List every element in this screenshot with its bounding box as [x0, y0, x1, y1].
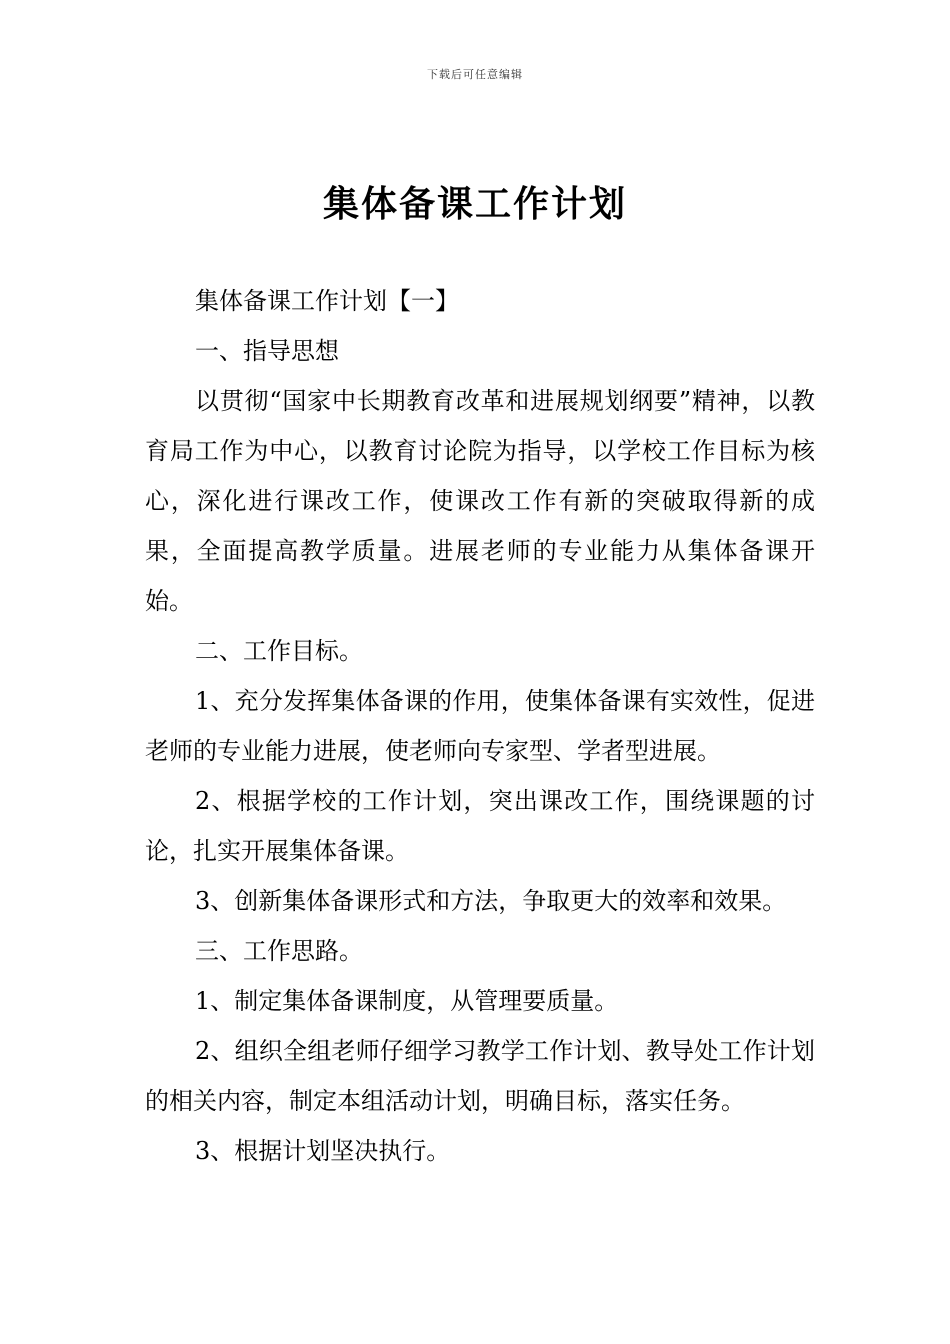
- section-heading-guiding-ideology: 一、指导思想: [195, 337, 339, 365]
- paragraph-approach-2: 2、组织全组老师仔细学习教学工作计划、教导处工作计划的相关内容，制定本组活动计划，明确目标，落实任务。: [145, 1037, 815, 1115]
- document-title: 集体备课工作计划: [322, 184, 627, 225]
- section-heading-work-goals: 二、工作目标。: [195, 637, 363, 665]
- paragraph-goal-2: 2、根据学校的工作计划，突出课改工作，围绕课题的讨论，扎实开展集体备课。: [145, 787, 815, 865]
- paragraph-guiding-ideology: 以贯彻“国家中长期教育改革和进展规划纲要”精神，以教育局工作为中心，以教育讨论院为指导，以学校工作目标为核心，深化进行课改工作，使课改工作有新的突破取得新的成果，全面提高教学质量。进展老师的专业能力从集体备课开始。: [145, 387, 815, 615]
- paragraph-approach-3: 3、根据计划坚决执行。: [195, 1137, 451, 1165]
- document-body: [145, 276, 815, 1176]
- paragraph-goal-1: 1、充分发挥集体备课的作用，使集体备课有实效性，促进老师的专业能力进展，使老师向专家型、学者型进展。: [145, 687, 815, 765]
- section-heading-work-approach: 三、工作思路。: [195, 937, 363, 965]
- paragraph-goal-3: 3、创新集体备课形式和方法，争取更大的效率和效果。: [195, 887, 787, 915]
- header-note: 下载后可任意编辑: [427, 68, 523, 81]
- section-heading-plan-one: 集体备课工作计划【一】: [195, 287, 459, 315]
- paragraph-approach-1: 1、制定集体备课制度，从管理要质量。: [195, 987, 619, 1015]
